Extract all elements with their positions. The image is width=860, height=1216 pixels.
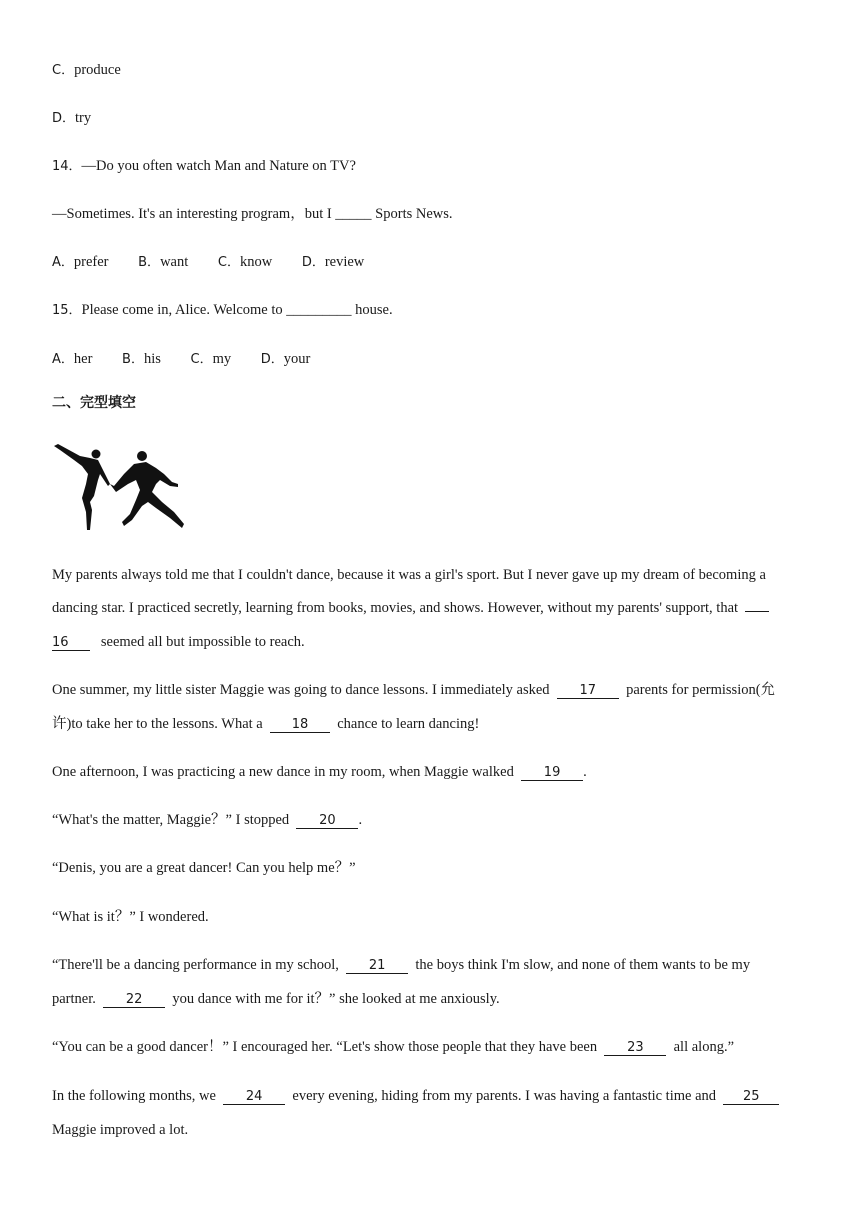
blank-21[interactable]: 21: [346, 958, 408, 974]
question-14-line2: —Sometimes. It's an interesting program，but I _____ Sports News.: [52, 206, 453, 222]
question-text: —Do you often watch Man and Nature on TV?: [81, 158, 356, 174]
q13-option-c: [52, 60, 121, 81]
option-b: B．his: [122, 351, 161, 367]
option-text: try: [75, 110, 92, 126]
blank-18[interactable]: 18: [270, 717, 330, 733]
passage-line: “There'll be a dancing performance in my school, 21 the boys think I'm slow, and none of them wants to be my: [52, 957, 751, 973]
blank-22[interactable]: 22: [103, 992, 165, 1008]
passage-line: One afternoon, I was practicing a new dance in my room, when Maggie walked 19 .: [52, 764, 587, 780]
option-text: produce: [74, 62, 121, 78]
blank-17[interactable]: 17: [557, 683, 619, 699]
passage-line: “What's the matter, Maggie？” I stopped 20 .: [52, 812, 363, 828]
option-letter: D．: [52, 111, 76, 126]
passage-line: “You can be a good dancer！” I encouraged her. “Let's show those people that they have been 23 all along.”: [52, 1039, 735, 1055]
question-number: 14．: [52, 159, 82, 174]
option-d: D．review: [301, 254, 365, 270]
option-letter: C．: [52, 63, 75, 78]
q13-option-d: [52, 108, 91, 129]
section-heading: 二、完型填空: [52, 395, 136, 411]
blank-16[interactable]: 16: [52, 635, 90, 651]
option-a: A．prefer: [52, 254, 109, 270]
option-b: B．want: [138, 254, 189, 270]
blank-24[interactable]: 24: [223, 1089, 285, 1105]
blank-23[interactable]: 23: [604, 1040, 666, 1056]
option-d: D．your: [260, 351, 311, 367]
passage-line: dancing star. I practiced secretly, learning from books, movies, and shows. However, without my parents' support, that: [52, 598, 769, 618]
question-14-options: [52, 252, 390, 273]
passage-line: My parents always told me that I couldn't dance, because it was a girl's sport. But I never gave up my dream of becoming a: [52, 567, 766, 583]
blank-20[interactable]: 20: [296, 813, 358, 829]
passage-line: One summer, my little sister Maggie was going to dance lessons. I immediately asked 17 parents for permission(允: [52, 682, 776, 698]
blank-16-lead: [745, 611, 769, 612]
question-14-line1: [52, 156, 356, 177]
passage-line: Maggie improved a lot.: [52, 1122, 189, 1138]
passage-line: 许)to take her to the lessons. What a 18 chance to learn dancing!: [52, 716, 480, 732]
blank-19[interactable]: 19: [521, 765, 583, 781]
passage-line: “What is it？” I wondered.: [52, 909, 209, 925]
blank-25[interactable]: 25: [723, 1089, 779, 1105]
option-c: C．my: [190, 351, 232, 367]
passage-line: 16 seemed all but impossible to reach.: [52, 634, 305, 650]
option-a: A．her: [52, 351, 93, 367]
question-text: Please come in, Alice. Welcome to _________ house.: [81, 302, 393, 318]
option-c: C．know: [217, 254, 273, 270]
dancers-silhouette-image: [52, 440, 187, 532]
question-15-options: [52, 349, 336, 370]
question-number: 15．: [52, 303, 82, 318]
passage-line: partner. 22 you dance with me for it？” she looked at me anxiously.: [52, 991, 500, 1007]
passage-line: “Denis, you are a great dancer! Can you help me？”: [52, 860, 356, 876]
passage-line: In the following months, we 24 every evening, hiding from my parents. I was having a fantastic time and 25: [52, 1086, 779, 1106]
question-15: [52, 300, 393, 321]
